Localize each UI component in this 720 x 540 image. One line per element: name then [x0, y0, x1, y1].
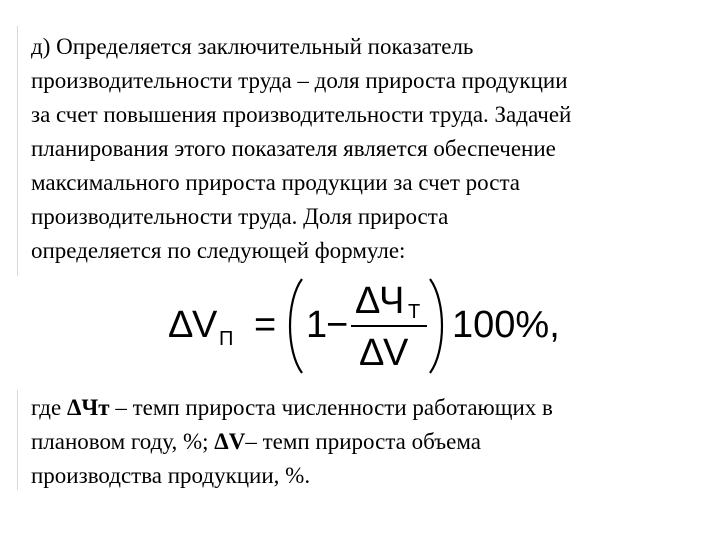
formula: [168, 276, 568, 376]
explanation-line-2-text: плановом году, %;: [31, 429, 215, 454]
explanation-paragraph: [31, 391, 711, 493]
formula-percent-suffix: 100%,: [452, 304, 560, 346]
explanation-line-1-text: – темп прироста численности работающих в: [109, 395, 553, 420]
formula-minus: −: [326, 304, 349, 346]
formula-denominator-delta: Δ: [359, 332, 385, 374]
intro-line-7: определяется по следующей формуле:: [31, 238, 406, 263]
intro-line-6: производительности труда. Доля прироста: [31, 204, 449, 229]
left-border-line-bottom: [17, 390, 18, 490]
symbol-delta-v: ΔV: [214, 429, 246, 454]
symbol-delta-chislennost: ΔЧт: [66, 395, 110, 420]
explanation-line-2-suffix: – темп прироста объема: [245, 429, 481, 454]
formula-lhs-variable: V: [192, 304, 218, 346]
formula-one: 1: [306, 304, 328, 346]
formula-equals: =: [254, 304, 277, 346]
left-border-line-top: [17, 26, 18, 276]
intro-line-2: производительности труда – доля прироста продукции: [31, 68, 568, 93]
left-parenthesis: [280, 276, 306, 376]
formula-numerator-delta: Δ: [355, 280, 381, 322]
formula-numerator-variable: Ч: [379, 280, 405, 322]
explanation-line-2: [31, 425, 711, 459]
explanation-line-1-prefix: где: [31, 395, 67, 420]
explanation-line-1: [31, 391, 711, 425]
right-parenthesis: [426, 276, 452, 376]
formula-denominator-variable: V: [383, 332, 409, 374]
intro-line-5: максимального прироста продукции за счет роста: [31, 170, 520, 195]
intro-paragraph: [31, 30, 711, 268]
formula-lhs-subscript: П: [219, 328, 234, 350]
intro-line-3: за счет повышения производительности труда. Задачей: [31, 102, 572, 127]
formula-numerator-subscript: Т: [408, 301, 421, 323]
explanation-line-3: производства продукции, %.: [31, 463, 311, 488]
intro-line-1: д) Определяется заключительный показатель: [31, 34, 474, 59]
intro-line-4: планирования этого показателя является обеспечение: [31, 136, 556, 161]
fraction-bar: [351, 325, 427, 327]
formula-lhs-delta: Δ: [168, 304, 194, 346]
